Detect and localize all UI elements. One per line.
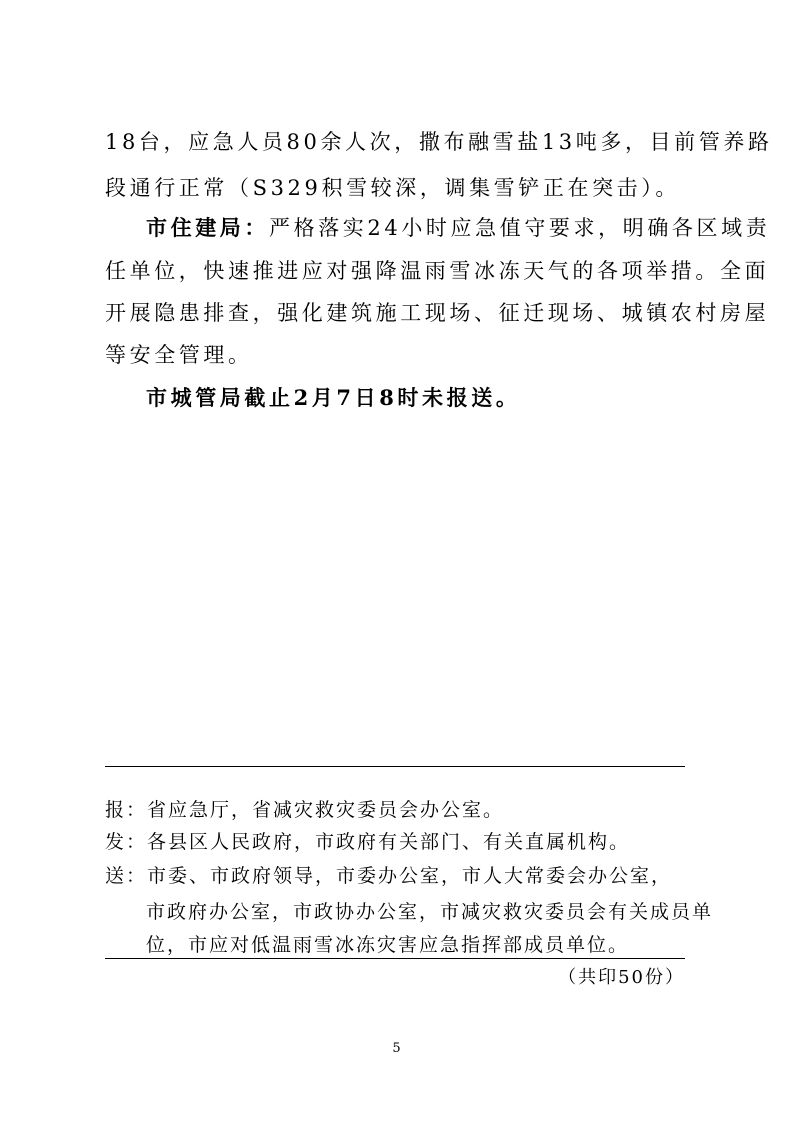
send-label: 送： [105,865,148,887]
send-text: 市委、市政府领导，市委办公室，市人大常委会办公室， [147,865,673,887]
report-text: 省应急厅，省减灾救灾委员会办公室。 [147,799,505,821]
divider-bottom [105,958,685,959]
body-line: 开展隐患排查，强化建筑施工现场、征迁现场、城镇农村房屋 [105,301,770,325]
paragraph-heading: 市住建局： [146,215,269,240]
body-paragraph-urban: 市城管局截止2月7日8时未报送。 [146,385,521,410]
body-text: 严格落实24小时应急值守要求，明确各区域责 [269,216,771,240]
issue-label: 发： [105,831,148,853]
issue-line [105,829,630,855]
body-line: 段通行正常（S329积雪较深，调集雪铲正在突击）。 [105,176,680,200]
divider-top [105,766,685,767]
page-number: 5 [392,1041,401,1056]
issue-text: 各县区人民政府，市政府有关部门、有关直属机构。 [147,831,631,853]
send-line [105,863,672,889]
report-line [105,797,504,823]
body-line: 18台，应急人员80余人次，撒布融雪盐13吨多，目前管养路 [105,130,773,154]
send-line-continued: 市政府办公室，市政协办公室，市减灾救灾委员会有关成员单 [146,901,714,923]
print-copies: （共印50份） [558,967,685,988]
body-line: 等安全管理。 [105,343,253,367]
body-line: 任单位，快速推进应对强降温雨雪冰冻天气的各项举措。全面 [105,259,770,283]
body-paragraph-housing [146,214,770,242]
report-label: 报： [105,799,148,821]
send-line-continued: 位，市应对低温雨雪冰冻灾害应急指挥部成员单位。 [146,934,630,956]
